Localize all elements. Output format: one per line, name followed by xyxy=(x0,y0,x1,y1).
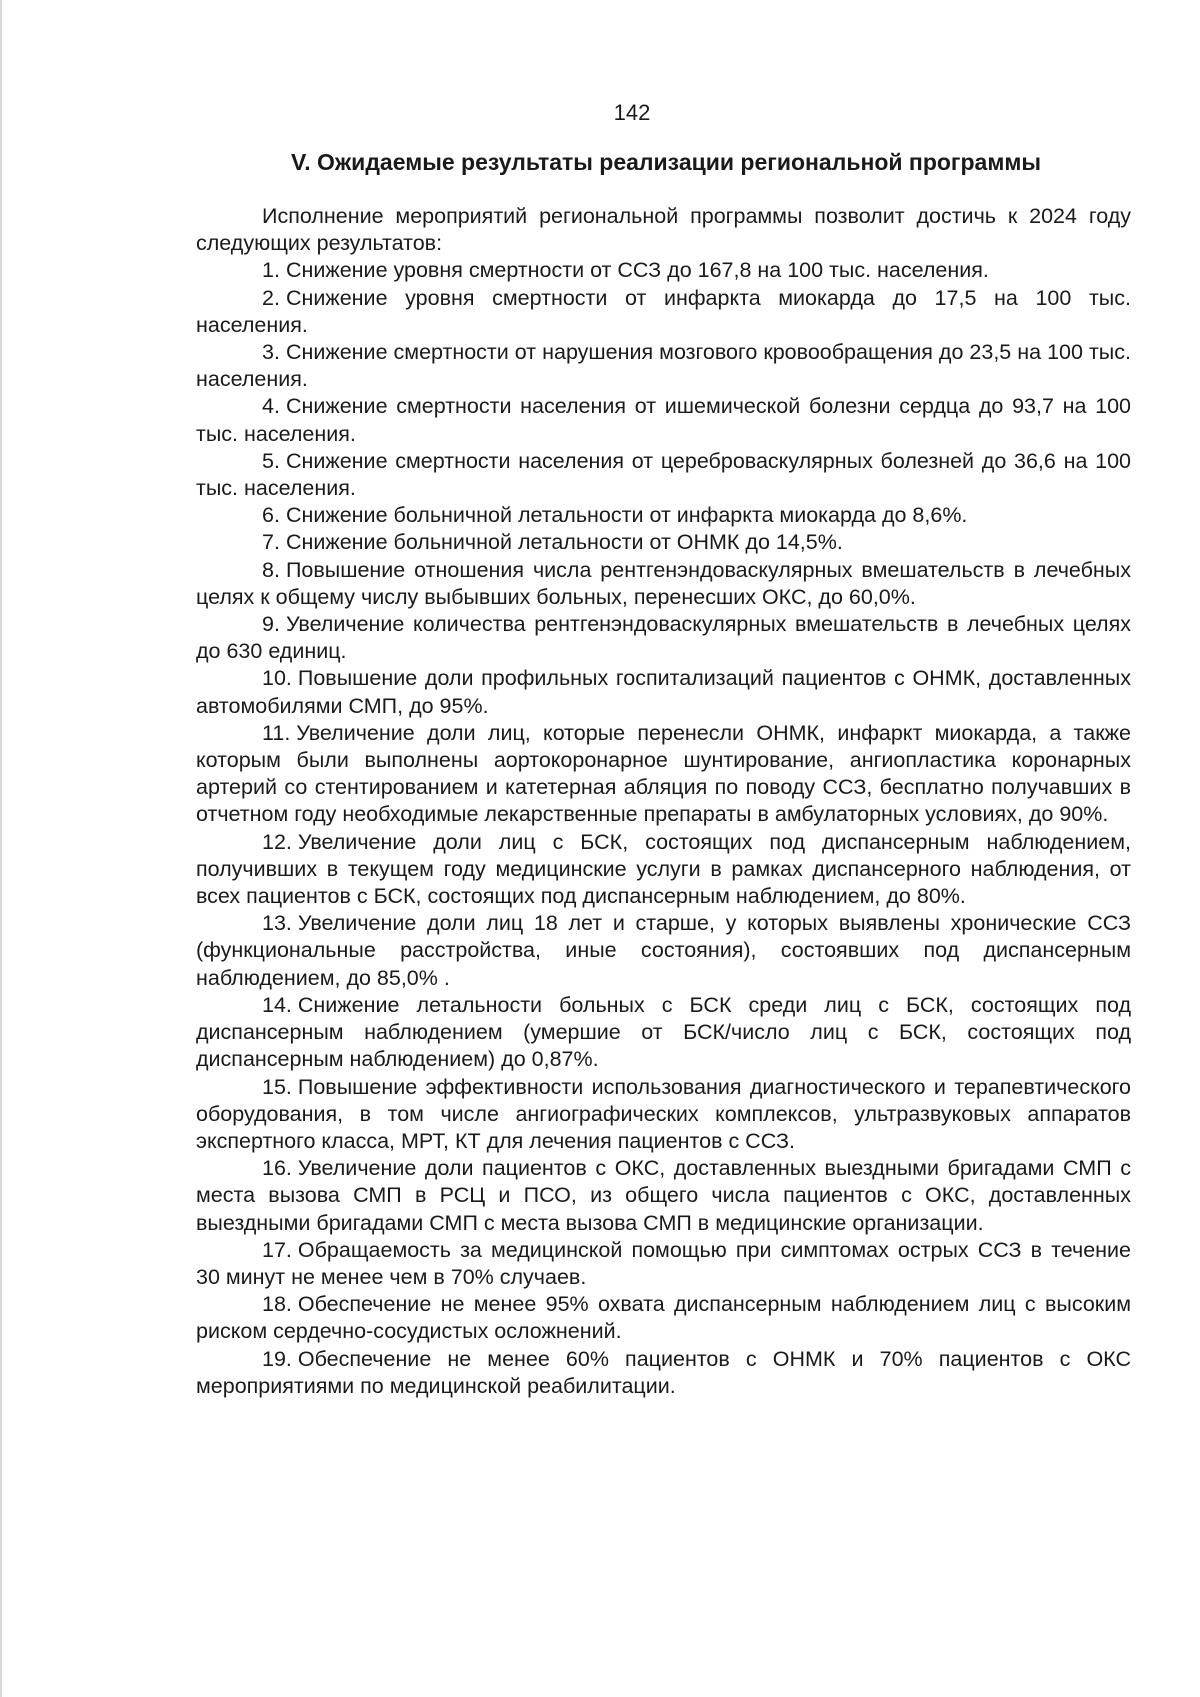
item-number: 18. xyxy=(262,1292,292,1317)
item-text: Увеличение количества рентгенэндоваскулярных вмешательств в лечебных целях до 630 единиц. xyxy=(196,612,1131,664)
item-number: 16. xyxy=(262,1156,292,1181)
item-text: Увеличение доли пациентов с ОКС, доставленных выездными бригадами СМП с места вызова СМП в РСЦ и ПСО, из общего числа пациентов с ОКС, доставленных выездными бригадами СМП с места вызова СМП в медицинские организации. xyxy=(196,1156,1131,1235)
item-text: Снижение смертности населения от цереброваскулярных болезней до 36,6 на 100 тыс. населения. xyxy=(196,448,1131,501)
item-number: 19. xyxy=(262,1346,292,1371)
list-item xyxy=(196,910,1131,992)
item-text: Увеличение доли лиц 18 лет и старше, у которых выявлены хронические ССЗ (функциональные расстройства, иные состояния), состоявших под диспансерным наблюдением, до 85,0% . xyxy=(196,911,1131,990)
item-number: 9. xyxy=(262,612,280,637)
item-number: 8. xyxy=(262,557,280,582)
item-text: Снижение уровня смертности от ССЗ до 167,8 на 100 тыс. населения. xyxy=(285,258,989,283)
list-item xyxy=(196,1346,1131,1400)
list-item xyxy=(196,285,1131,339)
page-number: 142 xyxy=(613,100,651,125)
list-item xyxy=(196,1155,1131,1237)
item-number: 5. xyxy=(262,448,280,473)
item-text: Обращаемость за медицинской помощью при симптомах острых ССЗ в течение 30 минут не менее чем в 70% случаев. xyxy=(196,1237,1131,1289)
item-number: 15. xyxy=(262,1074,292,1099)
list-item xyxy=(196,992,1131,1074)
list-item xyxy=(196,829,1131,911)
item-number: 2. xyxy=(262,285,280,310)
item-text: Обеспечение не менее 60% пациентов с ОНМК и 70% пациентов с ОКС мероприятиями по медицинской реабилитации. xyxy=(196,1346,1131,1398)
intro-paragraph: Исполнение мероприятий региональной программы позволит достичь к 2024 году следующих результатов: xyxy=(196,204,1131,256)
section-title: V. Ожидаемые результаты реализации региональной программы xyxy=(290,149,1042,175)
item-text: Снижение летальности больных с БСК среди лиц с БСК, состоящих под диспансерным наблюдением (умершие от БСК/число лиц с БСК, состоящих под диспансерным наблюдением) до 0,87%. xyxy=(196,992,1131,1072)
item-text: Обеспечение не менее 95% охвата диспансерным наблюдением лиц с высоким риском сердечно-сосудистых осложнений. xyxy=(196,1292,1131,1344)
list-item xyxy=(196,393,1131,447)
item-text: Снижение смертности от нарушения мозгового кровообращения до 23,5 на 100 тыс. населения. xyxy=(196,340,1131,392)
list-item xyxy=(196,1237,1131,1291)
item-number: 6. xyxy=(262,503,280,528)
item-number: 10. xyxy=(262,666,292,691)
item-number: 1. xyxy=(262,258,280,283)
item-text: Повышение отношения числа рентгенэндоваскулярных вмешательств в лечебных целях к общему числу выбывших больных, перенесших ОКС, до 60,0%. xyxy=(196,557,1131,609)
list-item xyxy=(196,339,1131,393)
item-text: Снижение больничной летальности от инфаркта миокарда до 8,6%. xyxy=(285,503,968,528)
item-text: Снижение больничной летальности от ОНМК до 14,5%. xyxy=(285,530,843,555)
item-number: 17. xyxy=(262,1237,292,1262)
item-number: 7. xyxy=(262,530,280,555)
item-text: Снижение уровня смертности от инфаркта миокарда до 17,5 на 100 тыс. населения. xyxy=(196,285,1131,337)
item-number: 11. xyxy=(262,720,291,745)
item-number: 13. xyxy=(262,911,292,936)
list-item xyxy=(196,1074,1131,1156)
list-item xyxy=(196,448,1131,502)
list-item xyxy=(196,502,1131,529)
list-item xyxy=(196,611,1131,665)
list-item xyxy=(196,665,1131,719)
item-number: 4. xyxy=(262,394,280,419)
item-number: 3. xyxy=(262,340,280,365)
list-item xyxy=(196,557,1131,611)
list-item xyxy=(196,720,1131,829)
item-text: Увеличение доли лиц с БСК, состоящих под диспансерным наблюдением, получивших в текущем году медицинские услуги в рамках диспансерного наблюдения, от всех пациентов с БСК, состоящих под диспансерным наблюдением, до 80%. xyxy=(196,829,1131,909)
item-number: 12. xyxy=(262,829,292,854)
list-item xyxy=(196,257,1131,284)
item-text: Снижение смертности населения от ишемической болезни сердца до 93,7 на 100 тыс. населения. xyxy=(196,394,1131,446)
item-number: 14. xyxy=(262,992,292,1017)
item-text: Повышение доли профильных госпитализаций пациентов с ОНМК, доставленных автомобилями СМП, до 95%. xyxy=(196,666,1131,718)
item-text: Увеличение доли лиц, которые перенесли ОНМК, инфаркт миокарда, а также которым были выполнены аортокоронарное шунтирование, ангиопластика коронарных артерий со стентированием и катетерная абляция по поводу ССЗ, бесплатно получавших в отчетном году необходимые лекарственные препараты в амбулаторных условиях, до 90%. xyxy=(196,720,1131,827)
results-list xyxy=(196,257,1131,1400)
list-item xyxy=(196,529,1131,556)
document-body xyxy=(196,203,1131,1400)
list-item xyxy=(196,1291,1131,1345)
item-text: Повышение эффективности использования диагностического и терапевтического оборудования, в том числе ангиографических комплексов, ультразвуковых аппаратов экспертного класса, МРТ, КТ для лечения пациентов с ССЗ. xyxy=(196,1074,1131,1153)
